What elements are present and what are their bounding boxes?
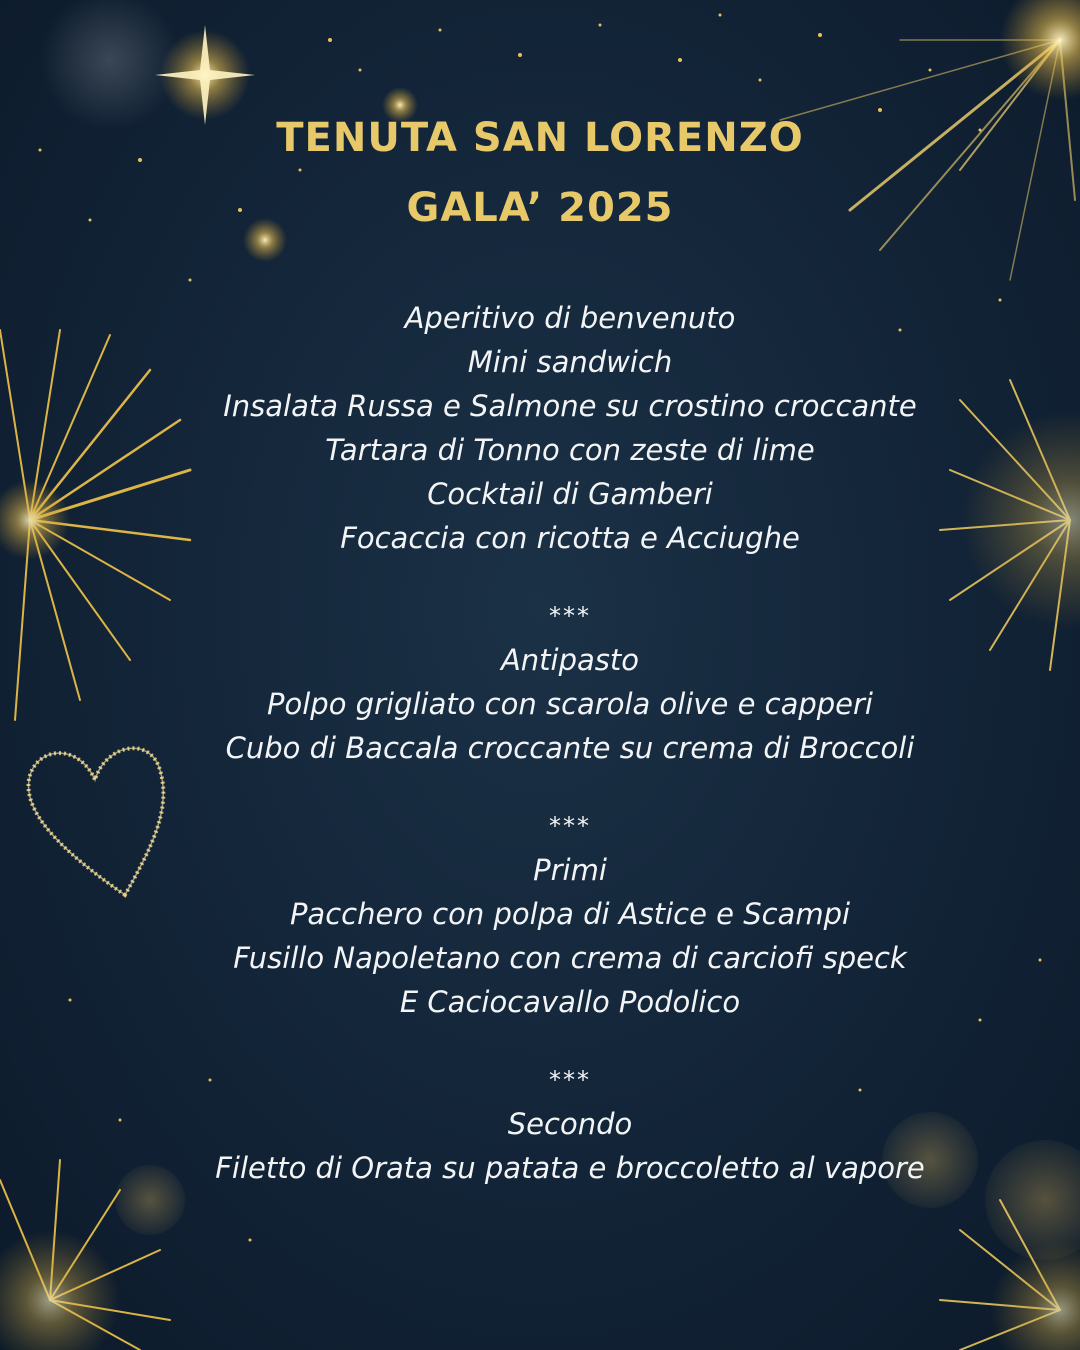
- section-separator: ***: [549, 602, 591, 630]
- menu-heading-primi: Primi: [533, 853, 607, 887]
- title-event: GALA’ 2025: [406, 185, 674, 231]
- menu-item: Filetto di Orata su patata e broccoletto al vapore: [215, 1151, 925, 1185]
- menu-item: Tartara di Tonno con zeste di lime: [325, 433, 815, 467]
- menu-item: Mini sandwich: [467, 345, 673, 379]
- menu-item: Insalata Russa e Salmone su crostino croccante: [223, 389, 917, 423]
- menu-item: Pacchero con polpa di Astice e Scampi: [289, 897, 851, 931]
- menu-item: Fusillo Napoletano con crema di carciofi speck: [233, 941, 907, 975]
- menu-item: Cocktail di Gamberi: [427, 477, 713, 511]
- menu-item: Focaccia con ricotta e Acciughe: [340, 521, 800, 555]
- menu-heading-antipasto: Antipasto: [500, 643, 640, 677]
- spacer: [0, 770, 1080, 804]
- title-venue: TENUTA SAN LORENZO: [276, 115, 804, 161]
- section-separator: ***: [549, 1066, 591, 1094]
- spacer: [0, 1024, 1080, 1058]
- menu-heading-aperitivo: Aperitivo di benvenuto: [404, 301, 736, 335]
- menu-heading-secondo: Secondo: [507, 1107, 633, 1141]
- menu-item: Cubo di Baccala croccante su crema di Broccoli: [225, 731, 915, 765]
- menu-item: E Caciocavallo Podolico: [399, 985, 741, 1019]
- section-separator: ***: [549, 812, 591, 840]
- spacer: [0, 560, 1080, 594]
- menu-item: Polpo grigliato con scarola olive e capperi: [267, 687, 873, 721]
- menu-list: [0, 296, 1080, 1190]
